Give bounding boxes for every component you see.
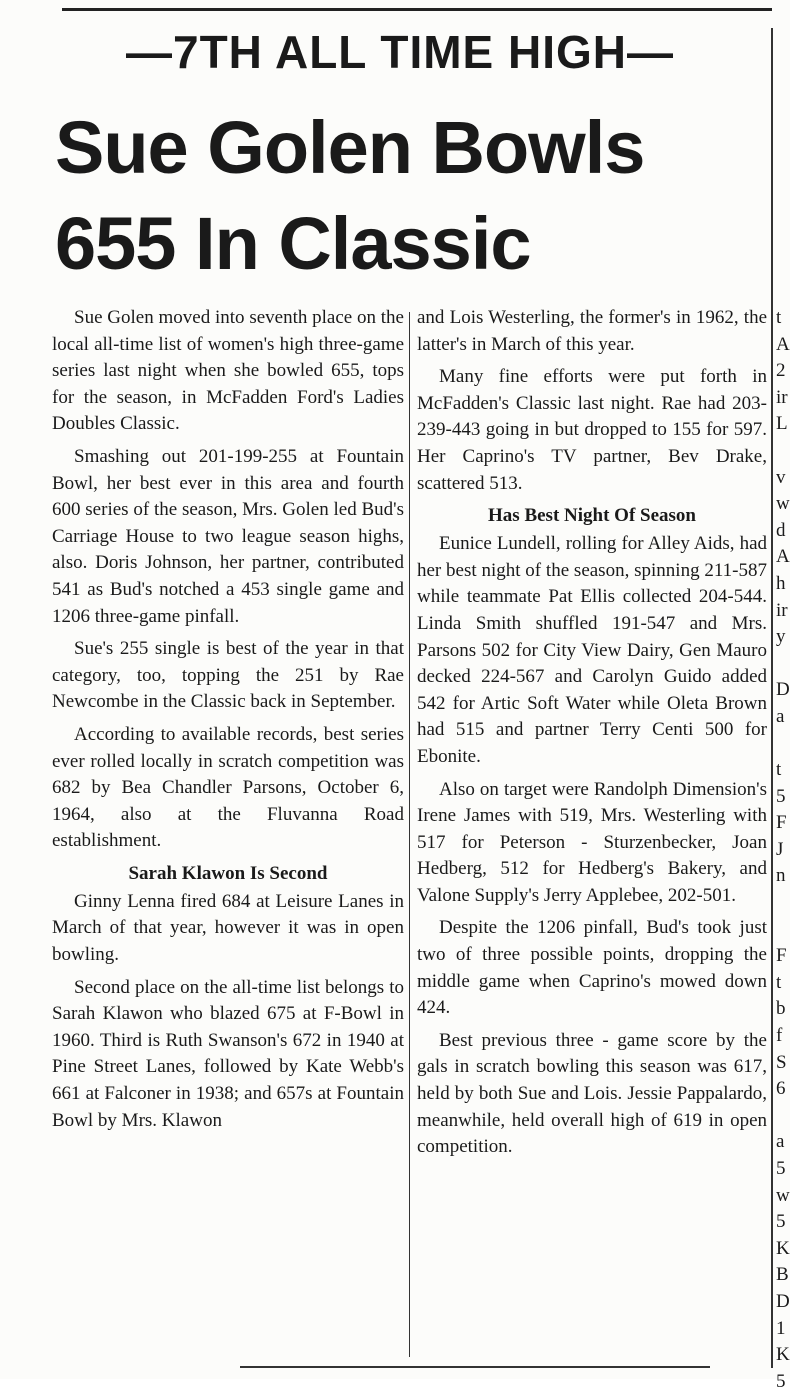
- adjacent-column-line: K: [776, 1237, 790, 1259]
- adjacent-column-line: ir: [776, 386, 788, 408]
- paragraph: Sue's 255 single is best of the year in that category, too, topping the 251 by Rae Newcombe in the Classic back in September.: [52, 638, 404, 713]
- adjacent-column-line: J: [776, 838, 784, 860]
- adjacent-column-line: h: [776, 572, 786, 594]
- adjacent-column-line: D: [776, 679, 790, 701]
- adjacent-column-line: [776, 438, 790, 465]
- adjacent-column-line: w: [776, 1184, 790, 1206]
- adjacent-column-line: D: [776, 1290, 790, 1312]
- adjacent-column-line: 5: [776, 785, 786, 807]
- adjacent-column-line: K: [776, 1344, 790, 1366]
- adjacent-column-line: 5: [776, 1211, 786, 1233]
- paragraph: and Lois Westerling, the former's in 1962, the latter's in March of this year.: [417, 307, 767, 355]
- adjacent-column-fragment: [776, 305, 790, 1395]
- adjacent-column-line: F: [776, 812, 787, 834]
- adjacent-column-line: t: [776, 307, 782, 328]
- adjacent-column-line: ir: [776, 599, 788, 621]
- subhead: Has Best Night Of Season: [488, 505, 696, 527]
- adjacent-column-line: b: [776, 998, 786, 1020]
- headline-line-2: 655 In Classic: [55, 202, 531, 285]
- adjacent-column-line: A: [776, 333, 790, 355]
- adjacent-column-line: v: [776, 466, 786, 488]
- paragraph: Eunice Lundell, rolling for Alley Aids, had her best night of the season, spinning 211-587 while teammate Pat Ellis collected 204-544. Linda Smith shuffled 191-547 and Mrs. Parsons 502 for City View Dairy, Gen Mauro decked 224-567 and Carolyn Guido added 542 for Artic Soft Water while Oleta Brown had 515 and partner Terry Centi 500 for Ebonite.: [417, 533, 767, 767]
- adjacent-column-line: 1: [776, 1317, 786, 1339]
- adjacent-column-line: a: [776, 705, 785, 727]
- subhead: Sarah Klawon Is Second: [128, 862, 328, 884]
- adjacent-column-line: t: [776, 759, 782, 781]
- adjacent-column-line: 2: [776, 360, 786, 382]
- headline-line-1: Sue Golen Bowls: [55, 106, 645, 189]
- adjacent-column-line: [776, 651, 790, 678]
- article-column-middle: [417, 305, 767, 1167]
- adjacent-column-line: a: [776, 1131, 785, 1153]
- adjacent-column-line: [776, 917, 790, 944]
- adjacent-column-line: n: [776, 865, 786, 887]
- paragraph: Ginny Lenna fired 684 at Leisure Lanes in March of that year, however it was in open bowling.: [52, 890, 404, 966]
- adjacent-column-line: B: [776, 1264, 789, 1286]
- adjacent-column-line: f: [776, 1025, 783, 1047]
- column-divider-right: [771, 28, 773, 1368]
- paragraph: Smashing out 201-199-255 at Fountain Bowl, her best ever in this area and fourth 600 series of the season, Mrs. Golen led Bud's Carriage House to two league season highs, also. Doris Johnson, her partner, contributed 541 as Bud's notched a 453 single game and 1206 three-game pinfall.: [52, 445, 404, 627]
- adjacent-column-line: t: [776, 971, 782, 993]
- paragraph: Despite the 1206 pinfall, Bud's took just two of three possible points, dropping the middle game when Caprino's mowed down 424.: [417, 917, 767, 1019]
- adjacent-column-line: [776, 890, 790, 917]
- adjacent-column-line: 6: [776, 1078, 786, 1100]
- adjacent-column-line: 5: [776, 1370, 786, 1392]
- paragraph: Also on target were Randolph Dimension's Irene James with 519, Mrs. Westerling with 517 for Peterson - Sturzenbecker, Joan Hedberg, 512 for Hedberg's Bakery, and Valone Supply's Jerry Applebee, 202-501.: [417, 778, 767, 906]
- adjacent-column-line: F: [776, 945, 787, 967]
- adjacent-column-line: 5: [776, 1158, 786, 1179]
- paragraph: Sue Golen moved into seventh place on the local all-time list of women's high three-game series last night when she bowled 655, tops for the season, in McFadden Ford's Ladies Doubles Classic.: [52, 307, 404, 435]
- adjacent-column-line: L: [776, 413, 788, 435]
- paragraph: Many fine efforts were put forth in McFadden's Classic last night. Rae had 203-239-443 going in but dropped to 155 for 597. Her Caprino's TV partner, Bev Drake, scattered 513.: [417, 366, 767, 494]
- kicker: —7TH ALL TIME HIGH—: [126, 26, 674, 78]
- adjacent-column-line: [776, 731, 790, 758]
- adjacent-column-line: [776, 1103, 790, 1130]
- bottom-rule: [240, 1366, 710, 1368]
- adjacent-column-line: d: [776, 519, 786, 541]
- paragraph: Best previous three - game score by the gals in scratch bowling this season was 617, held by both Sue and Lois. Jessie Pappalardo, meanwhile, held overall high of 619 in open competition.: [417, 1029, 767, 1158]
- adjacent-column-line: y: [776, 626, 786, 648]
- adjacent-column-line: w: [776, 493, 790, 515]
- top-rule: [62, 8, 772, 11]
- paragraph: According to available records, best series ever rolled locally in scratch competition was 682 by Bea Chandler Parsons, October 6, 1964, also at the Fluvanna Road establishment.: [52, 723, 404, 852]
- paragraph: Second place on the all-time list belongs to Sarah Klawon who blazed 675 at F-Bowl in 1960. Third is Ruth Swanson's 672 in 1940 at Pine Street Lanes, followed by Kate Webb's 661 at Falconer in 1938; and 657s at Fountain Bowl by Mrs. Klawon: [52, 976, 404, 1131]
- adjacent-column-line: S: [776, 1051, 787, 1073]
- headline: [55, 100, 765, 292]
- column-divider: [409, 312, 410, 1357]
- article-column-left: [52, 305, 404, 1140]
- adjacent-column-line: A: [776, 546, 790, 568]
